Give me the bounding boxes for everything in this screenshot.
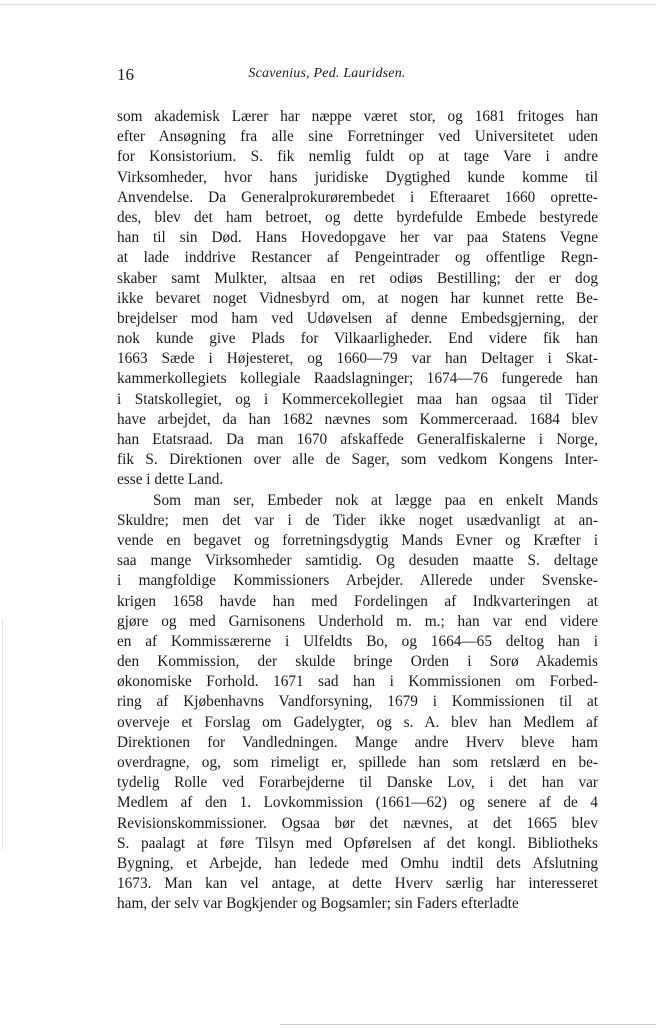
running-title: Scavenius, Ped. Lauridsen. xyxy=(248,66,406,81)
text-line: Som man ser, Embeder nok at lægge paa en enkelt Mands xyxy=(153,491,598,509)
text-line: i Statskollegiet, og i Kommercekollegiet maa han ogsaa til Tider xyxy=(117,390,598,408)
text-line: krigen 1658 havde han med Fordelingen af Indkvarteringen at xyxy=(117,592,598,610)
text-line: Medlem af den 1. Lovkommission (1661—62) og senere af de 4 xyxy=(117,794,598,812)
text-line: 1673. Man kan vel antage, at dette Hverv særlig har interesseret xyxy=(117,875,598,893)
scan-edge-top xyxy=(0,4,656,5)
text-line: des, blev det ham betroet, og dette byrdefulde Embede bestyrede xyxy=(117,208,598,226)
text-line: saa mange Virksomheder samtidig. Og desuden maatte S. deltage xyxy=(117,552,598,570)
text-line: Direktionen for Vandledningen. Mange andre Hverv bleve ham xyxy=(117,733,598,751)
text-line: ikke bevaret noget Vidnesbyrd om, at nogen har kunnet rette Be- xyxy=(117,289,598,307)
text-line: økonomiske Forhold. 1671 sad han i Kommissionen om Forbed- xyxy=(117,673,598,691)
text-line: 1663 Sæde i Højesteret, og 1660—79 var han Deltager i Skat- xyxy=(117,350,598,368)
text-line: Virksomheder, hvor hans juridiske Dygtighed kunde komme til xyxy=(117,168,598,186)
text-line: ham, der selv var Bogkjender og Bogsamler; sin Faders efterladte xyxy=(117,895,519,913)
text-line: han til sin Død. Hans Hovedopgave her var paa Statens Vegne xyxy=(117,229,598,247)
text-line: vende en begavet og forretningsdygtig Mands Evner og Kræfter i xyxy=(117,531,598,549)
text-line: en af Kommissærerne i Ulfeldts Bo, og 1664—65 deltog han i xyxy=(117,632,598,650)
text-line: han Etatsraad. Da man 1670 afskaffede Generalfiskalerne i Norge, xyxy=(117,431,598,448)
text-line: efter Ansøgning fra alle sine Forretninger ved Universitetet uden xyxy=(117,128,598,146)
text-line: ring af Kjøbenhavns Vandforsyning, 1679 i Kommissionen til at xyxy=(117,693,598,711)
text-line: nok kunde give Plads for Vilkaarligheder. End videre fik han xyxy=(117,330,598,348)
text-line: overdragne, og, som rimeligt er, spillede han som retslærd en be- xyxy=(117,754,598,771)
text-line: have arbejdet, da han 1682 nævnes som Kommerceraad. 1684 blev xyxy=(117,410,598,428)
text-line: Revisionskommissioner. Ogsaa bør det nævnes, at det 1665 blev xyxy=(117,814,598,832)
text-line: kammerkollegiets kollegiale Raadslagninger; 1674—76 fungerede han xyxy=(117,370,598,388)
text-line: som akademisk Lærer har næppe været stor, og 1681 fritoges han xyxy=(117,108,598,125)
text-line: for Konsistorium. S. fik nemlig fuldt op at tage Vare i andre xyxy=(117,148,598,166)
text-line: i mangfoldige Kommissioners Arbejder. Allerede under Svenske- xyxy=(117,572,598,590)
text-line: tydelig Rolle ved Forarbejderne til Danske Lov, i det han var xyxy=(117,774,598,792)
page-number: 16 xyxy=(117,65,134,84)
text-line: gjøre og med Garnisonens Underhold m. m.; han var end videre xyxy=(117,612,598,630)
text-line: at lade inddrive Restancer af Pengeintrader og offentlige Regn- xyxy=(117,249,598,267)
text-line: overveje et Forslag om Gadelygter, og s. A. blev han Medlem af xyxy=(117,713,598,731)
text-line: skaber samt Mulkter, altsaa en ret odiøs Bestilling; der er dog xyxy=(117,269,598,287)
text-line: brejdelser mod ham ved Udøvelsen af denne Embedsgjerning, der xyxy=(117,309,598,327)
text-line: esse i dette Land. xyxy=(117,471,224,489)
text-line: Anvendelse. Da Generalprokurørembedet i Efteraaret 1660 oprette- xyxy=(117,188,598,206)
scan-edge-left xyxy=(2,620,3,850)
paragraph xyxy=(117,491,598,915)
body-text xyxy=(117,107,598,915)
text-line: Skuldre; men det var i de Tider ikke noget usædvanligt at an- xyxy=(117,511,598,529)
text-line: den Kommission, der skulde bringe Orden i Sorø Akademis xyxy=(117,653,598,671)
text-line: fik S. Direktionen over alle de Sager, som vedkom Kongens Inter- xyxy=(117,451,598,469)
paragraph xyxy=(117,107,598,491)
text-line: S. paalagt at føre Tilsyn med Opførelsen af det kongl. Bibliotheks xyxy=(117,834,598,852)
scan-edge-bottom xyxy=(280,1024,656,1025)
text-line: Bygning, et Arbejde, han ledede med Omhu indtil dets Afslutning xyxy=(117,854,598,872)
